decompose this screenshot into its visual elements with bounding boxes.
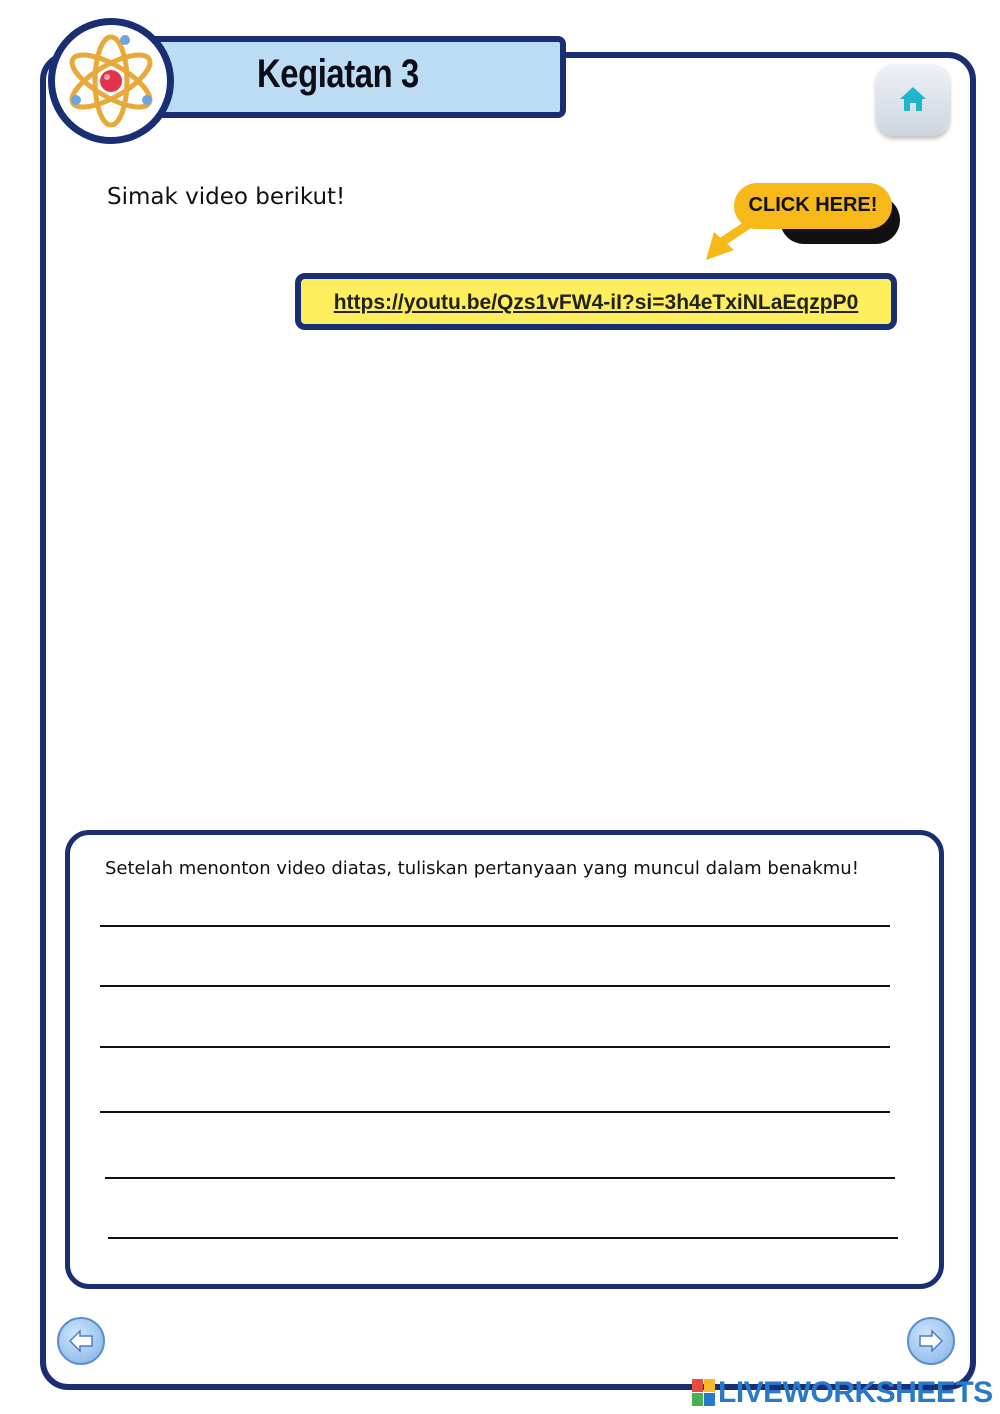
next-page-button[interactable]	[907, 1317, 955, 1365]
question-prompt: Setelah menonton video diatas, tuliskan pertanyaan yang muncul dalam benakmu!	[105, 858, 859, 879]
answer-line-6[interactable]	[108, 1237, 898, 1239]
video-link-box[interactable]	[295, 273, 897, 330]
brand-text: LIVEWORKSHEETS	[718, 1376, 993, 1409]
answer-line-4[interactable]	[100, 1111, 890, 1113]
arrow-left-icon	[67, 1327, 95, 1355]
click-here-label: CLICK HERE!	[748, 194, 878, 216]
answer-line-2[interactable]	[100, 985, 890, 987]
arrow-down-left-icon	[700, 218, 760, 264]
arrow-right-icon	[917, 1327, 945, 1355]
answer-line-5[interactable]	[105, 1177, 895, 1179]
prev-page-button[interactable]	[57, 1317, 105, 1365]
answer-line-3[interactable]	[100, 1046, 890, 1048]
intro-text: Simak video berikut!	[107, 184, 346, 210]
answer-box	[65, 830, 944, 1289]
video-link[interactable]: https://youtu.be/Qzs1vFW4-iI?si=3h4eTxiNLaEqzpP0	[333, 291, 859, 314]
brand-blocks-icon	[692, 1379, 716, 1407]
answer-line-1[interactable]	[100, 925, 890, 927]
atom-icon	[48, 18, 174, 144]
home-button[interactable]	[876, 64, 950, 136]
page-title: Kegiatan 3	[257, 52, 419, 96]
home-icon	[898, 84, 928, 114]
